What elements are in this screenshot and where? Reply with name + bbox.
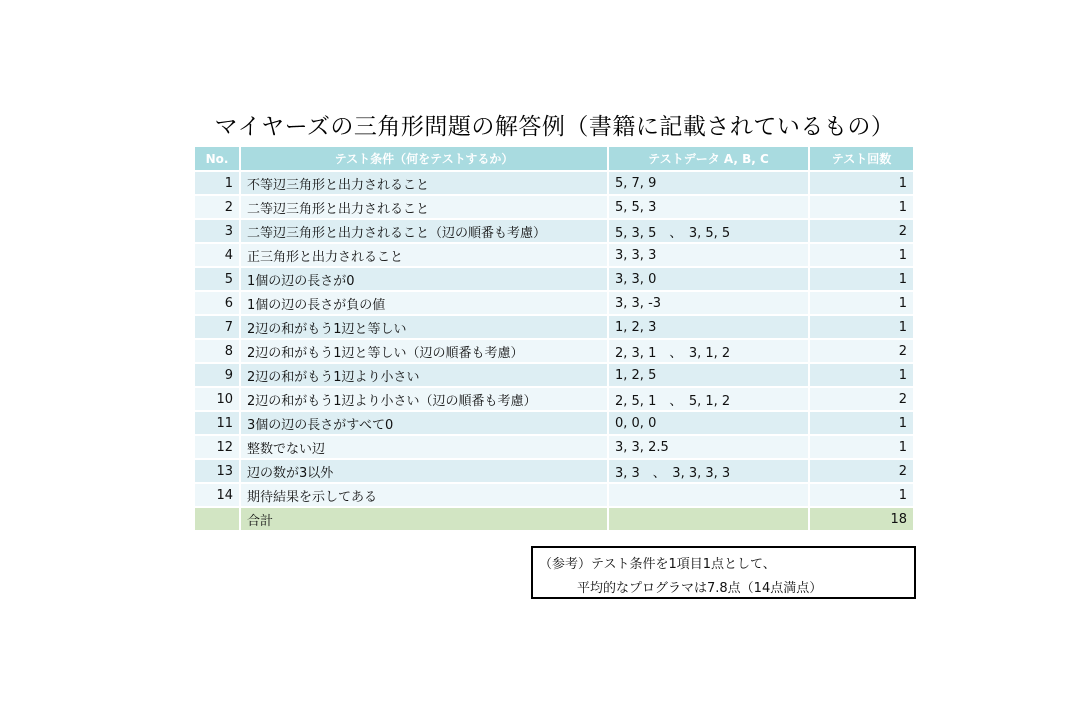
row-condition-cell: 2辺の和がもう1辺より小さい bbox=[240, 363, 608, 387]
row-no-cell: 14 bbox=[195, 483, 240, 507]
table-row bbox=[195, 219, 914, 243]
header-test-data: テストデータ A, B, C bbox=[608, 147, 809, 171]
table-row bbox=[195, 267, 914, 291]
table-row bbox=[195, 411, 914, 435]
row-test-count-cell: 1 bbox=[809, 483, 914, 507]
table-body bbox=[195, 171, 914, 507]
row-test-data-cell: 3, 3, 3 bbox=[608, 243, 809, 267]
row-test-data-cell: 2, 5, 1 、 5, 1, 2 bbox=[608, 387, 809, 411]
row-test-count-cell: 1 bbox=[809, 243, 914, 267]
row-condition-cell: 不等辺三角形と出力されること bbox=[240, 171, 608, 195]
row-test-data-cell: 5, 7, 9 bbox=[608, 171, 809, 195]
row-condition-cell: 正三角形と出力されること bbox=[240, 243, 608, 267]
row-no-cell: 3 bbox=[195, 219, 240, 243]
row-condition-cell: 1個の辺の長さが負の値 bbox=[240, 291, 608, 315]
row-test-data-cell: 0, 0, 0 bbox=[608, 411, 809, 435]
header-test-count: テスト回数 bbox=[809, 147, 914, 171]
total-count: 18 bbox=[809, 507, 914, 531]
table-row bbox=[195, 435, 914, 459]
row-test-count-cell: 1 bbox=[809, 267, 914, 291]
row-no-cell: 11 bbox=[195, 411, 240, 435]
row-condition-cell: 3個の辺の長さがすべて0 bbox=[240, 411, 608, 435]
row-test-data-cell: 5, 3, 5 、 3, 5, 5 bbox=[608, 219, 809, 243]
row-condition-cell: 2辺の和がもう1辺と等しい（辺の順番も考慮） bbox=[240, 339, 608, 363]
row-condition-cell: 1個の辺の長さが0 bbox=[240, 267, 608, 291]
row-test-count-cell: 1 bbox=[809, 411, 914, 435]
row-no-cell: 5 bbox=[195, 267, 240, 291]
row-test-data-cell: 3, 3, -3 bbox=[608, 291, 809, 315]
note-line-1: （参考）テスト条件を1項目1点として、 bbox=[539, 557, 776, 572]
row-no-cell: 12 bbox=[195, 435, 240, 459]
row-test-data-cell: 1, 2, 3 bbox=[608, 315, 809, 339]
row-test-count-cell: 1 bbox=[809, 315, 914, 339]
row-condition-cell: 二等辺三角形と出力されること（辺の順番も考慮） bbox=[240, 219, 608, 243]
total-row bbox=[195, 507, 914, 531]
note-line-2: 平均的なプログラマは7.8点（14点満点） bbox=[577, 581, 823, 596]
row-condition-cell: 期待結果を示してある bbox=[240, 483, 608, 507]
row-test-data-cell bbox=[608, 483, 809, 507]
row-test-data-cell: 3, 3, 2.5 bbox=[608, 435, 809, 459]
row-test-count-cell: 2 bbox=[809, 339, 914, 363]
row-condition-cell: 整数でない辺 bbox=[240, 435, 608, 459]
row-test-data-cell: 5, 5, 3 bbox=[608, 195, 809, 219]
row-test-count-cell: 1 bbox=[809, 363, 914, 387]
row-no-cell: 10 bbox=[195, 387, 240, 411]
total-label: 合計 bbox=[240, 507, 608, 531]
row-test-count-cell: 2 bbox=[809, 459, 914, 483]
table-row bbox=[195, 243, 914, 267]
row-condition-cell: 2辺の和がもう1辺と等しい bbox=[240, 315, 608, 339]
row-test-data-cell: 1, 2, 5 bbox=[608, 363, 809, 387]
row-condition-cell: 辺の数が3以外 bbox=[240, 459, 608, 483]
row-test-count-cell: 1 bbox=[809, 171, 914, 195]
row-condition-cell: 2辺の和がもう1辺より小さい（辺の順番も考慮） bbox=[240, 387, 608, 411]
table-header-row bbox=[195, 147, 914, 171]
slide-title: マイヤーズの三角形問題の解答例（書籍に記載されているもの） bbox=[214, 114, 895, 140]
table-row bbox=[195, 171, 914, 195]
row-condition-cell: 二等辺三角形と出力されること bbox=[240, 195, 608, 219]
table-row bbox=[195, 315, 914, 339]
table-row bbox=[195, 291, 914, 315]
table-row bbox=[195, 459, 914, 483]
reference-note-box bbox=[531, 546, 916, 599]
row-no-cell: 2 bbox=[195, 195, 240, 219]
table-row bbox=[195, 483, 914, 507]
row-test-data-cell: 2, 3, 1 、 3, 1, 2 bbox=[608, 339, 809, 363]
row-test-count-cell: 2 bbox=[809, 387, 914, 411]
row-test-count-cell: 1 bbox=[809, 435, 914, 459]
row-no-cell: 9 bbox=[195, 363, 240, 387]
header-condition: テスト条件（何をテストするか） bbox=[240, 147, 608, 171]
row-test-data-cell: 3, 3 、 3, 3, 3, 3 bbox=[608, 459, 809, 483]
row-no-cell: 6 bbox=[195, 291, 240, 315]
row-no-cell: 8 bbox=[195, 339, 240, 363]
table-row bbox=[195, 195, 914, 219]
total-no-cell bbox=[195, 507, 240, 531]
row-no-cell: 4 bbox=[195, 243, 240, 267]
row-test-count-cell: 2 bbox=[809, 219, 914, 243]
total-data-cell bbox=[608, 507, 809, 531]
test-case-table bbox=[195, 147, 915, 532]
row-no-cell: 1 bbox=[195, 171, 240, 195]
row-test-data-cell: 3, 3, 0 bbox=[608, 267, 809, 291]
row-test-count-cell: 1 bbox=[809, 291, 914, 315]
row-no-cell: 7 bbox=[195, 315, 240, 339]
row-no-cell: 13 bbox=[195, 459, 240, 483]
table-row bbox=[195, 363, 914, 387]
table-row bbox=[195, 339, 914, 363]
table-row bbox=[195, 387, 914, 411]
header-no: No. bbox=[195, 147, 240, 171]
row-test-count-cell: 1 bbox=[809, 195, 914, 219]
